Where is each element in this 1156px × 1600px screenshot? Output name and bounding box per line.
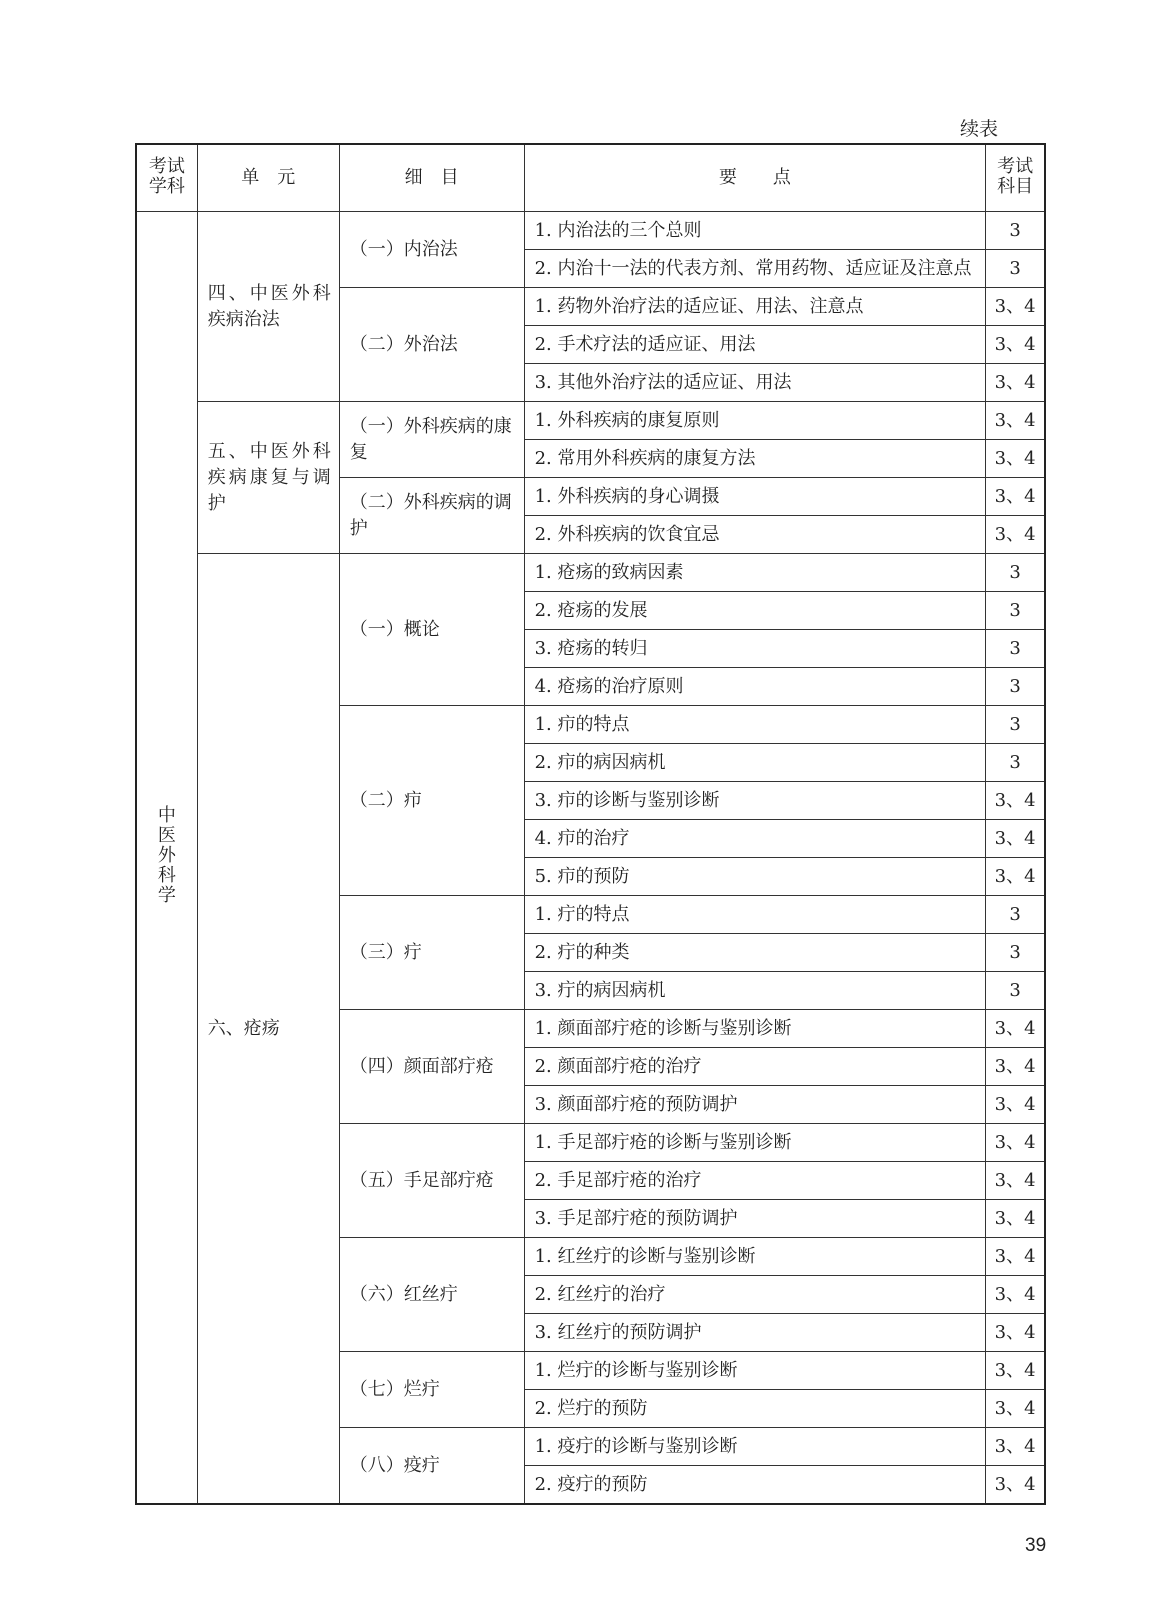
level-cell: 3 — [986, 554, 1045, 592]
header-detail: 细 目 — [339, 144, 524, 212]
point-cell: 3. 手足部疔疮的预防调护 — [524, 1200, 986, 1238]
subject-label: 中医外科学 — [157, 805, 176, 906]
detail-cell: （八）疫疔 — [339, 1428, 524, 1505]
point-cell: 1. 内治法的三个总则 — [524, 212, 986, 250]
level-cell: 3、4 — [986, 364, 1045, 402]
detail-cell: （四）颜面部疔疮 — [339, 1010, 524, 1124]
point-cell: 1. 疮疡的致病因素 — [524, 554, 986, 592]
point-cell: 1. 红丝疔的诊断与鉴别诊断 — [524, 1238, 986, 1276]
point-cell: 3. 疮疡的转归 — [524, 630, 986, 668]
level-cell: 3、4 — [986, 1010, 1045, 1048]
point-cell: 2. 疔的种类 — [524, 934, 986, 972]
point-cell: 4. 疖的治疗 — [524, 820, 986, 858]
level-cell: 3 — [986, 630, 1045, 668]
point-cell: 1. 外科疾病的康复原则 — [524, 402, 986, 440]
point-cell: 2. 疖的病因病机 — [524, 744, 986, 782]
level-cell: 3 — [986, 744, 1045, 782]
level-cell: 3、4 — [986, 1162, 1045, 1200]
detail-cell: （一）内治法 — [339, 212, 524, 288]
header-level: 考试科目 — [986, 144, 1045, 212]
level-cell: 3、4 — [986, 858, 1045, 896]
level-cell: 3、4 — [986, 1086, 1045, 1124]
point-cell: 1. 疫疔的诊断与鉴别诊断 — [524, 1428, 986, 1466]
table-body — [136, 212, 1045, 1505]
level-cell: 3、4 — [986, 1352, 1045, 1390]
point-cell: 1. 疖的特点 — [524, 706, 986, 744]
level-cell: 3、4 — [986, 478, 1045, 516]
detail-cell: （一）外科疾病的康复 — [339, 402, 524, 478]
detail-cell: （七）烂疔 — [339, 1352, 524, 1428]
point-cell: 2. 手足部疔疮的治疗 — [524, 1162, 986, 1200]
level-cell: 3 — [986, 896, 1045, 934]
level-cell: 3、4 — [986, 1466, 1045, 1505]
level-cell: 3、4 — [986, 440, 1045, 478]
header-unit: 单 元 — [197, 144, 339, 212]
point-cell: 3. 疖的诊断与鉴别诊断 — [524, 782, 986, 820]
point-cell: 2. 内治十一法的代表方剂、常用药物、适应证及注意点 — [524, 250, 986, 288]
detail-cell: （二）外科疾病的调护 — [339, 478, 524, 554]
detail-cell: （一）概论 — [339, 554, 524, 706]
level-cell: 3 — [986, 592, 1045, 630]
detail-cell: （二）外治法 — [339, 288, 524, 402]
subject-cell — [136, 212, 197, 1505]
point-cell: 2. 手术疗法的适应证、用法 — [524, 326, 986, 364]
level-cell: 3、4 — [986, 820, 1045, 858]
table-row — [136, 554, 1045, 592]
table-row — [136, 402, 1045, 440]
detail-cell: （三）疔 — [339, 896, 524, 1010]
level-cell: 3、4 — [986, 1200, 1045, 1238]
point-cell: 2. 疮疡的发展 — [524, 592, 986, 630]
level-cell: 3 — [986, 934, 1045, 972]
point-cell: 1. 手足部疔疮的诊断与鉴别诊断 — [524, 1124, 986, 1162]
level-cell: 3 — [986, 250, 1045, 288]
page-number: 39 — [1025, 1535, 1047, 1556]
point-cell: 2. 烂疔的预防 — [524, 1390, 986, 1428]
point-cell: 3. 疔的病因病机 — [524, 972, 986, 1010]
unit-cell: 六、疮疡 — [197, 554, 339, 1505]
point-cell: 2. 颜面部疔疮的治疗 — [524, 1048, 986, 1086]
unit-cell: 五、中医外科疾病康复与调护 — [197, 402, 339, 554]
level-cell: 3 — [986, 212, 1045, 250]
level-cell: 3、4 — [986, 782, 1045, 820]
level-cell: 3、4 — [986, 1124, 1045, 1162]
point-cell: 3. 其他外治疗法的适应证、用法 — [524, 364, 986, 402]
level-cell: 3、4 — [986, 1390, 1045, 1428]
detail-cell: （六）红丝疔 — [339, 1238, 524, 1352]
level-cell: 3、4 — [986, 1276, 1045, 1314]
point-cell: 5. 疖的预防 — [524, 858, 986, 896]
detail-cell: （二）疖 — [339, 706, 524, 896]
syllabus-table — [135, 143, 1046, 1505]
point-cell: 2. 常用外科疾病的康复方法 — [524, 440, 986, 478]
level-cell: 3、4 — [986, 1048, 1045, 1086]
point-cell: 2. 红丝疔的治疗 — [524, 1276, 986, 1314]
point-cell: 4. 疮疡的治疗原则 — [524, 668, 986, 706]
level-cell: 3、4 — [986, 516, 1045, 554]
level-cell: 3、4 — [986, 288, 1045, 326]
point-cell: 1. 外科疾病的身心调摄 — [524, 478, 986, 516]
level-cell: 3、4 — [986, 1314, 1045, 1352]
point-cell: 3. 红丝疔的预防调护 — [524, 1314, 986, 1352]
header-point: 要 点 — [524, 144, 986, 212]
point-cell: 1. 药物外治疗法的适应证、用法、注意点 — [524, 288, 986, 326]
level-cell: 3、4 — [986, 402, 1045, 440]
detail-cell: （五）手足部疔疮 — [339, 1124, 524, 1238]
level-cell: 3 — [986, 972, 1045, 1010]
point-cell: 1. 颜面部疔疮的诊断与鉴别诊断 — [524, 1010, 986, 1048]
table-header-row — [136, 144, 1045, 212]
unit-cell: 四、中医外科疾病治法 — [197, 212, 339, 402]
point-cell: 2. 外科疾病的饮食宜忌 — [524, 516, 986, 554]
point-cell: 2. 疫疔的预防 — [524, 1466, 986, 1505]
level-cell: 3、4 — [986, 1428, 1045, 1466]
table-row — [136, 212, 1045, 250]
level-cell: 3 — [986, 668, 1045, 706]
point-cell: 3. 颜面部疔疮的预防调护 — [524, 1086, 986, 1124]
continued-label: 续表 — [960, 118, 999, 140]
point-cell: 1. 烂疔的诊断与鉴别诊断 — [524, 1352, 986, 1390]
point-cell: 1. 疔的特点 — [524, 896, 986, 934]
level-cell: 3、4 — [986, 1238, 1045, 1276]
level-cell: 3 — [986, 706, 1045, 744]
header-subject: 考试学科 — [136, 144, 197, 212]
level-cell: 3、4 — [986, 326, 1045, 364]
